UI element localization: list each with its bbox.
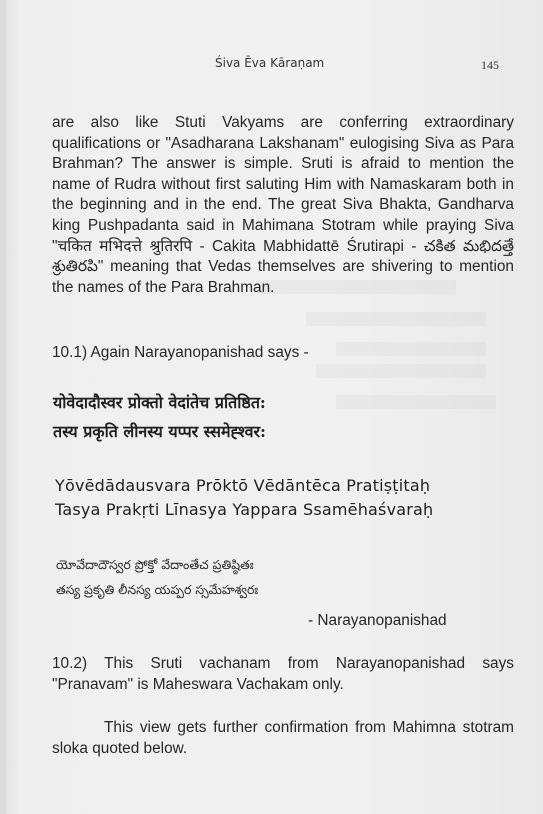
paragraph-2: 10.2) This Sruti vachanam from Narayanopanishad says "Pranavam" is Maheswara Vachakam only. xyxy=(52,655,514,693)
paragraph-3: This view gets further confirmation from Mahimna stotram sloka quoted below. xyxy=(52,719,514,757)
show-through-shadow xyxy=(316,364,486,378)
transliteration-line-2: Tasya Prakṛti Līnasya Yappara Ssamēhaśvaraḥ xyxy=(55,500,434,519)
telugu-verse-line-1: యోవేదాదౌస్వర ప్రోక్తో వేదాంతేచ ప్రతిష్ఠితః xyxy=(56,557,254,572)
page-header xyxy=(6,56,543,76)
show-through-shadow xyxy=(306,312,486,326)
show-through-shadow xyxy=(336,395,496,409)
running-title: Śiva Ēva Kāraṇam xyxy=(215,56,325,70)
transliteration-line-1: Yōvēdādausvara Prōktō Vēdāntēca Pratiṣṭitaḥ xyxy=(55,476,431,495)
sanskrit-verse-line-1: योवेदादौस्वर प्रोक्तो वेदांतेच प्रतिष्ठित: xyxy=(53,393,266,412)
section-heading: 10.1) Again Narayanopanishad says - xyxy=(52,344,309,361)
paragraph-1: are also like Stuti Vakyams are conferring extraordinary qualifications or "Asadharana Lakshanam" eulogising Siva as Para Brahman? The answer is simple. Sruti is afraid to mention the name of Rudra without first saluting Him with Namaskaram both in the beginning and in the end. The great Siva Bhakta, Gandharva king Pushpadanta said in Mahimana Stotram while praying Siva "चकित मभिदत्ते श्रुतिरपि - Cakita Mabhidattē Śrutirapi - చకిత మభిదత్తే శ్రుతిరపి" meaning that Vedas themselves are shivering to mention the names of the Para Brahman. xyxy=(52,114,514,296)
sanskrit-verse-line-2: तस्य प्रकृति लीनस्य यप्पर स्समेह्श्वर: xyxy=(53,422,266,441)
telugu-verse-line-2: తస్య ప్రకృతి లీనస్య యప్పర స్సమేహశ్వరః xyxy=(56,582,259,597)
page-number: 145 xyxy=(481,58,499,72)
book-page xyxy=(6,0,543,814)
verse-attribution: - Narayanopanishad xyxy=(308,612,447,629)
